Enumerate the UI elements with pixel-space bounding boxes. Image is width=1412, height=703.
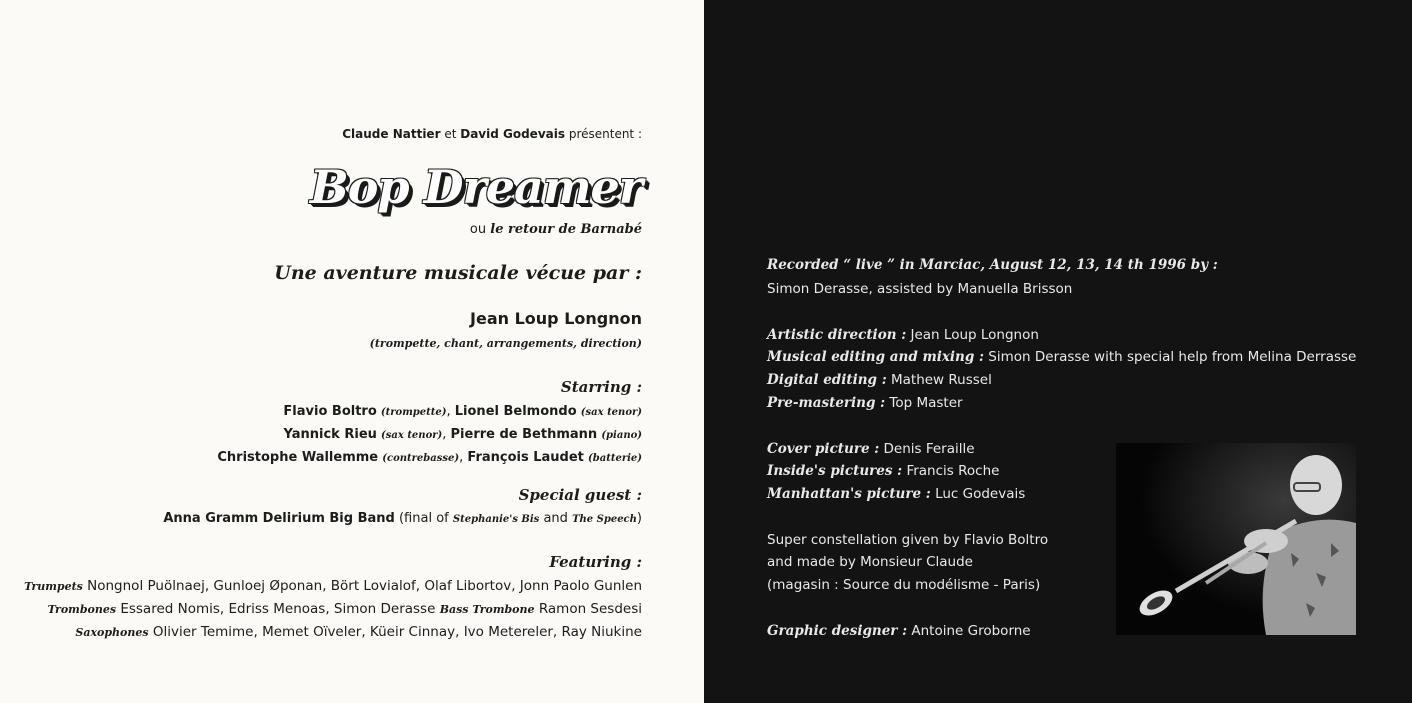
musician-instrument: (batterie): [588, 453, 642, 464]
musician-instrument: (trompette): [380, 407, 447, 418]
credit-line: [767, 463, 999, 479]
separator: ,: [446, 404, 451, 419]
musician-name: François Laudet: [467, 450, 584, 465]
credit-label: Cover picture :: [767, 441, 880, 457]
lead-artist-roles: (trompette, chant, arrangements, direction): [369, 337, 642, 350]
credit-value: Simon Derasse with special help from Melina Derrasse: [988, 349, 1357, 365]
super-line: and made by Monsieur Claude: [767, 554, 973, 570]
credit-label: Inside's pictures :: [767, 463, 903, 479]
presenter-1: Claude Nattier: [342, 127, 441, 141]
guest-and: and: [543, 511, 568, 526]
credit-line: [767, 372, 992, 388]
recorded-label: Recorded “ live ” in Marciac, August 12, 13, 14 th 1996 by :: [767, 257, 1218, 273]
booklet-left-page: [0, 0, 704, 703]
credit-label: Pre-mastering :: [767, 395, 886, 411]
musician-name: Lionel Belmondo: [454, 404, 577, 419]
credit-value: Top Master: [889, 395, 963, 411]
featuring-trombones: [48, 601, 642, 617]
section-label: Trombones: [47, 603, 117, 616]
musician-instrument: (sax tenor): [580, 407, 642, 418]
credit-label: Artistic direction :: [767, 327, 907, 343]
section-names: Essared Nomis, Edriss Menoas, Simon Derasse: [120, 601, 436, 617]
featuring-heading: Featuring :: [549, 553, 642, 571]
credit-line: [767, 327, 1039, 343]
presenters-line: [342, 127, 642, 141]
credit-line: [767, 395, 963, 411]
starring-heading: Starring :: [560, 378, 642, 396]
graphic-designer-line: [767, 623, 1031, 639]
credit-value: Mathew Russel: [890, 372, 992, 388]
credit-line: [767, 349, 1356, 365]
recorded-value: Simon Derasse, assisted by Manuella Brisson: [767, 281, 1073, 297]
subtitle-ou: ou: [469, 222, 487, 237]
super-line: (magasin : Source du modélisme - Paris): [767, 577, 1041, 593]
starring-line: [283, 404, 642, 419]
credit-label: Digital editing :: [767, 372, 887, 388]
credit-label: Manhattan's picture :: [767, 486, 931, 502]
featuring-trumpets: [24, 578, 642, 594]
subtitle-text: le retour de Barnabé: [490, 222, 642, 237]
musician-instrument: (sax tenor): [381, 430, 443, 441]
section-label: Saxophones: [75, 626, 149, 639]
credit-value: Antoine Groborne: [911, 623, 1031, 639]
guest-post: ): [636, 511, 642, 526]
musician-instrument: (piano): [601, 430, 642, 441]
credit-label: Graphic designer :: [767, 623, 908, 639]
special-guest-heading: Special guest :: [518, 486, 642, 504]
guest-song-1: Stephanie's Bis: [452, 514, 540, 525]
guest-song-2: The Speech: [572, 514, 637, 525]
album-subtitle: [470, 222, 642, 237]
presenter-2: David Godevais: [460, 127, 565, 141]
credit-line: [767, 486, 1025, 502]
trumpet-player-icon: [1116, 443, 1356, 635]
section-names: Olivier Temime, Memet Oïveler, Küeir Cinnay, Ivo Metereler, Ray Niukine: [152, 624, 642, 640]
bass-trombone-name: Ramon Sesdesi: [538, 601, 642, 617]
credit-value: Francis Roche: [906, 463, 1000, 479]
credit-value: Denis Feraille: [883, 441, 975, 457]
presenter-et: et: [444, 127, 457, 141]
musician-name: Yannick Rieu: [283, 427, 377, 442]
bass-trombone-label: Bass Trombone: [439, 603, 535, 616]
musician-name: Christophe Wallemme: [217, 450, 379, 465]
super-line: Super constellation given by Flavio Boltro: [767, 532, 1049, 548]
section-label: Trumpets: [24, 580, 83, 593]
credit-label: Musical editing and mixing :: [767, 349, 984, 365]
album-title: Bop Dreamer: [309, 160, 642, 214]
musician-instrument: (contrebasse): [382, 453, 460, 464]
guest-pre: (final of: [398, 511, 449, 526]
credit-line: [767, 441, 975, 457]
guest-band: Anna Gramm Delirium Big Band: [163, 511, 395, 526]
starring-line: [284, 427, 642, 442]
credit-value: Luc Godevais: [935, 486, 1026, 502]
featuring-saxophones: [75, 624, 642, 640]
lead-artist-name: Jean Loup Longnon: [470, 309, 642, 328]
presenter-verb: présentent :: [568, 127, 642, 141]
section-names: Nongnol Puölnaej, Gunloej Øponan, Bört Lovialof, Olaf Libortov, Jonn Paolo Gunlen: [87, 578, 642, 594]
special-guest-line: [163, 511, 642, 526]
separator: ,: [442, 427, 447, 442]
separator: ,: [459, 450, 464, 465]
aventure-heading: Une aventure musicale vécue par :: [274, 262, 642, 284]
musician-name: Pierre de Bethmann: [450, 427, 598, 442]
musician-name: Flavio Boltro: [283, 404, 377, 419]
trumpet-player-photo: [1116, 443, 1356, 635]
starring-line: [217, 450, 642, 465]
credit-value: Jean Loup Longnon: [910, 327, 1039, 343]
